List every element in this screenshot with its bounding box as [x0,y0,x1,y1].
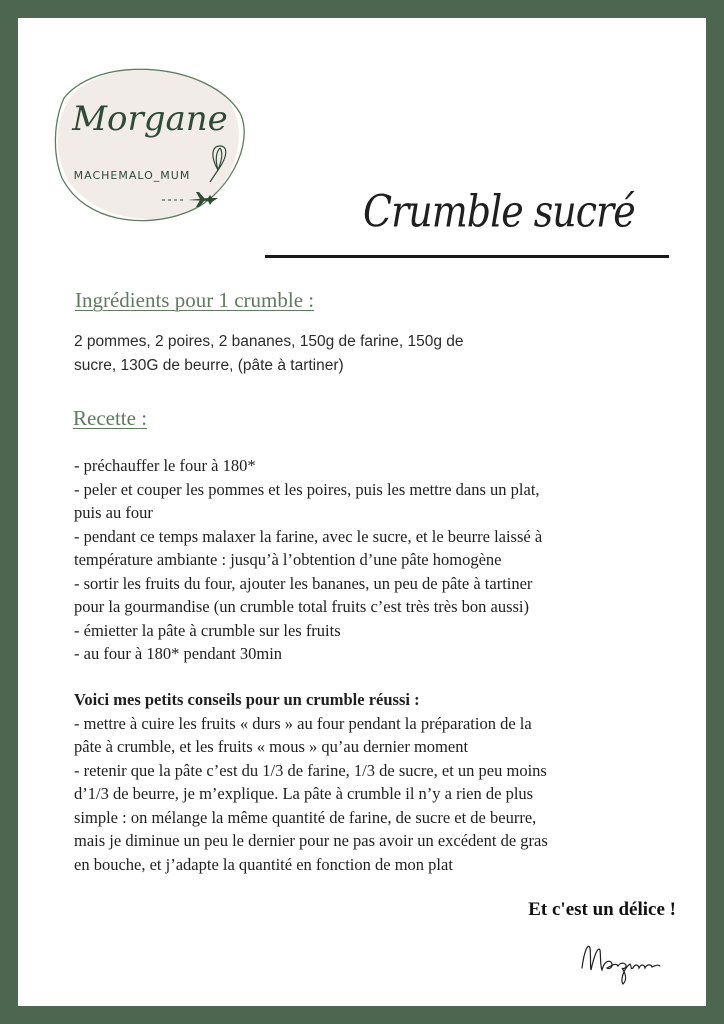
brand-logo-graphic [50,58,250,228]
recipe-heading: Recette : [73,406,148,430]
ingredients-line: sucre, 130G de beurre, (pâte à tartiner) [74,357,344,374]
tips-line: - retenir que la pâte c’est du 1/3 de farine, 1/3 de sucre, et un peu moins [74,760,547,780]
recipe-line: puis au four [74,503,153,522]
recipe-line: température ambiante : jusqu’à l’obtention d’une pâte homogène [74,550,502,569]
ingredients-text [74,330,524,378]
tips-line: pâte à crumble, et les fruits « mous » qu’au dernier moment [74,737,469,756]
page-title: Crumble sucré [363,186,635,237]
tips-line: mais je diminue un peu le dernier pour ne pas avoir un excédent de gras [74,831,548,850]
recipe-line: - au four à 180* pendant 30min [74,644,283,663]
tips-line: - mettre à cuire les fruits « durs » au four pendant la préparation de la [74,713,532,733]
recipe-line: pour la gourmandise (un crumble total fruits c’est très très bon aussi) [74,597,530,616]
recipe-line: - sortir les fruits du four, ajouter les bananes, un peu de pâte à tartiner [74,573,533,593]
recipe-line: - peler et couper les pommes et les poires, puis les mettre dans un plat, [74,479,540,499]
tips-line: d’1/3 de beurre, je m’explique. La pâte à crumble il n’y a rien de plus [74,784,534,803]
ingredients-line: 2 pommes, 2 poires, 2 bananes, 150g de farine, 150g de [74,333,464,350]
signature [578,928,678,988]
closing-line: Et c'est un délice ! [528,899,676,920]
brand-logo [50,58,250,228]
signature-graphic [578,928,678,988]
logo-handle: MACHEMALO_MUM [73,169,191,182]
ingredients-heading: Ingrédients pour 1 crumble : [75,288,315,312]
recipe-card [18,18,706,1006]
recipe-line: - préchauffer le four à 180* [74,456,256,475]
recipe-steps [74,454,654,666]
tips-section [74,688,664,876]
recipe-line: - émietter la pâte à crumble sur les fruits [74,620,341,640]
logo-name: Morgane [72,99,228,139]
tips-heading: Voici mes petits conseils pour un crumble réussi : [74,690,420,709]
title-divider [265,255,669,258]
tips-line: en bouche, et j’adapte la quantité en fonction de mon plat [74,854,453,874]
recipe-line: - pendant ce temps malaxer la farine, avec le sucre, et le beurre laissé à [74,526,543,546]
tips-line: simple : on mélange la même quantité de farine, de sucre et de beurre, [74,807,537,827]
